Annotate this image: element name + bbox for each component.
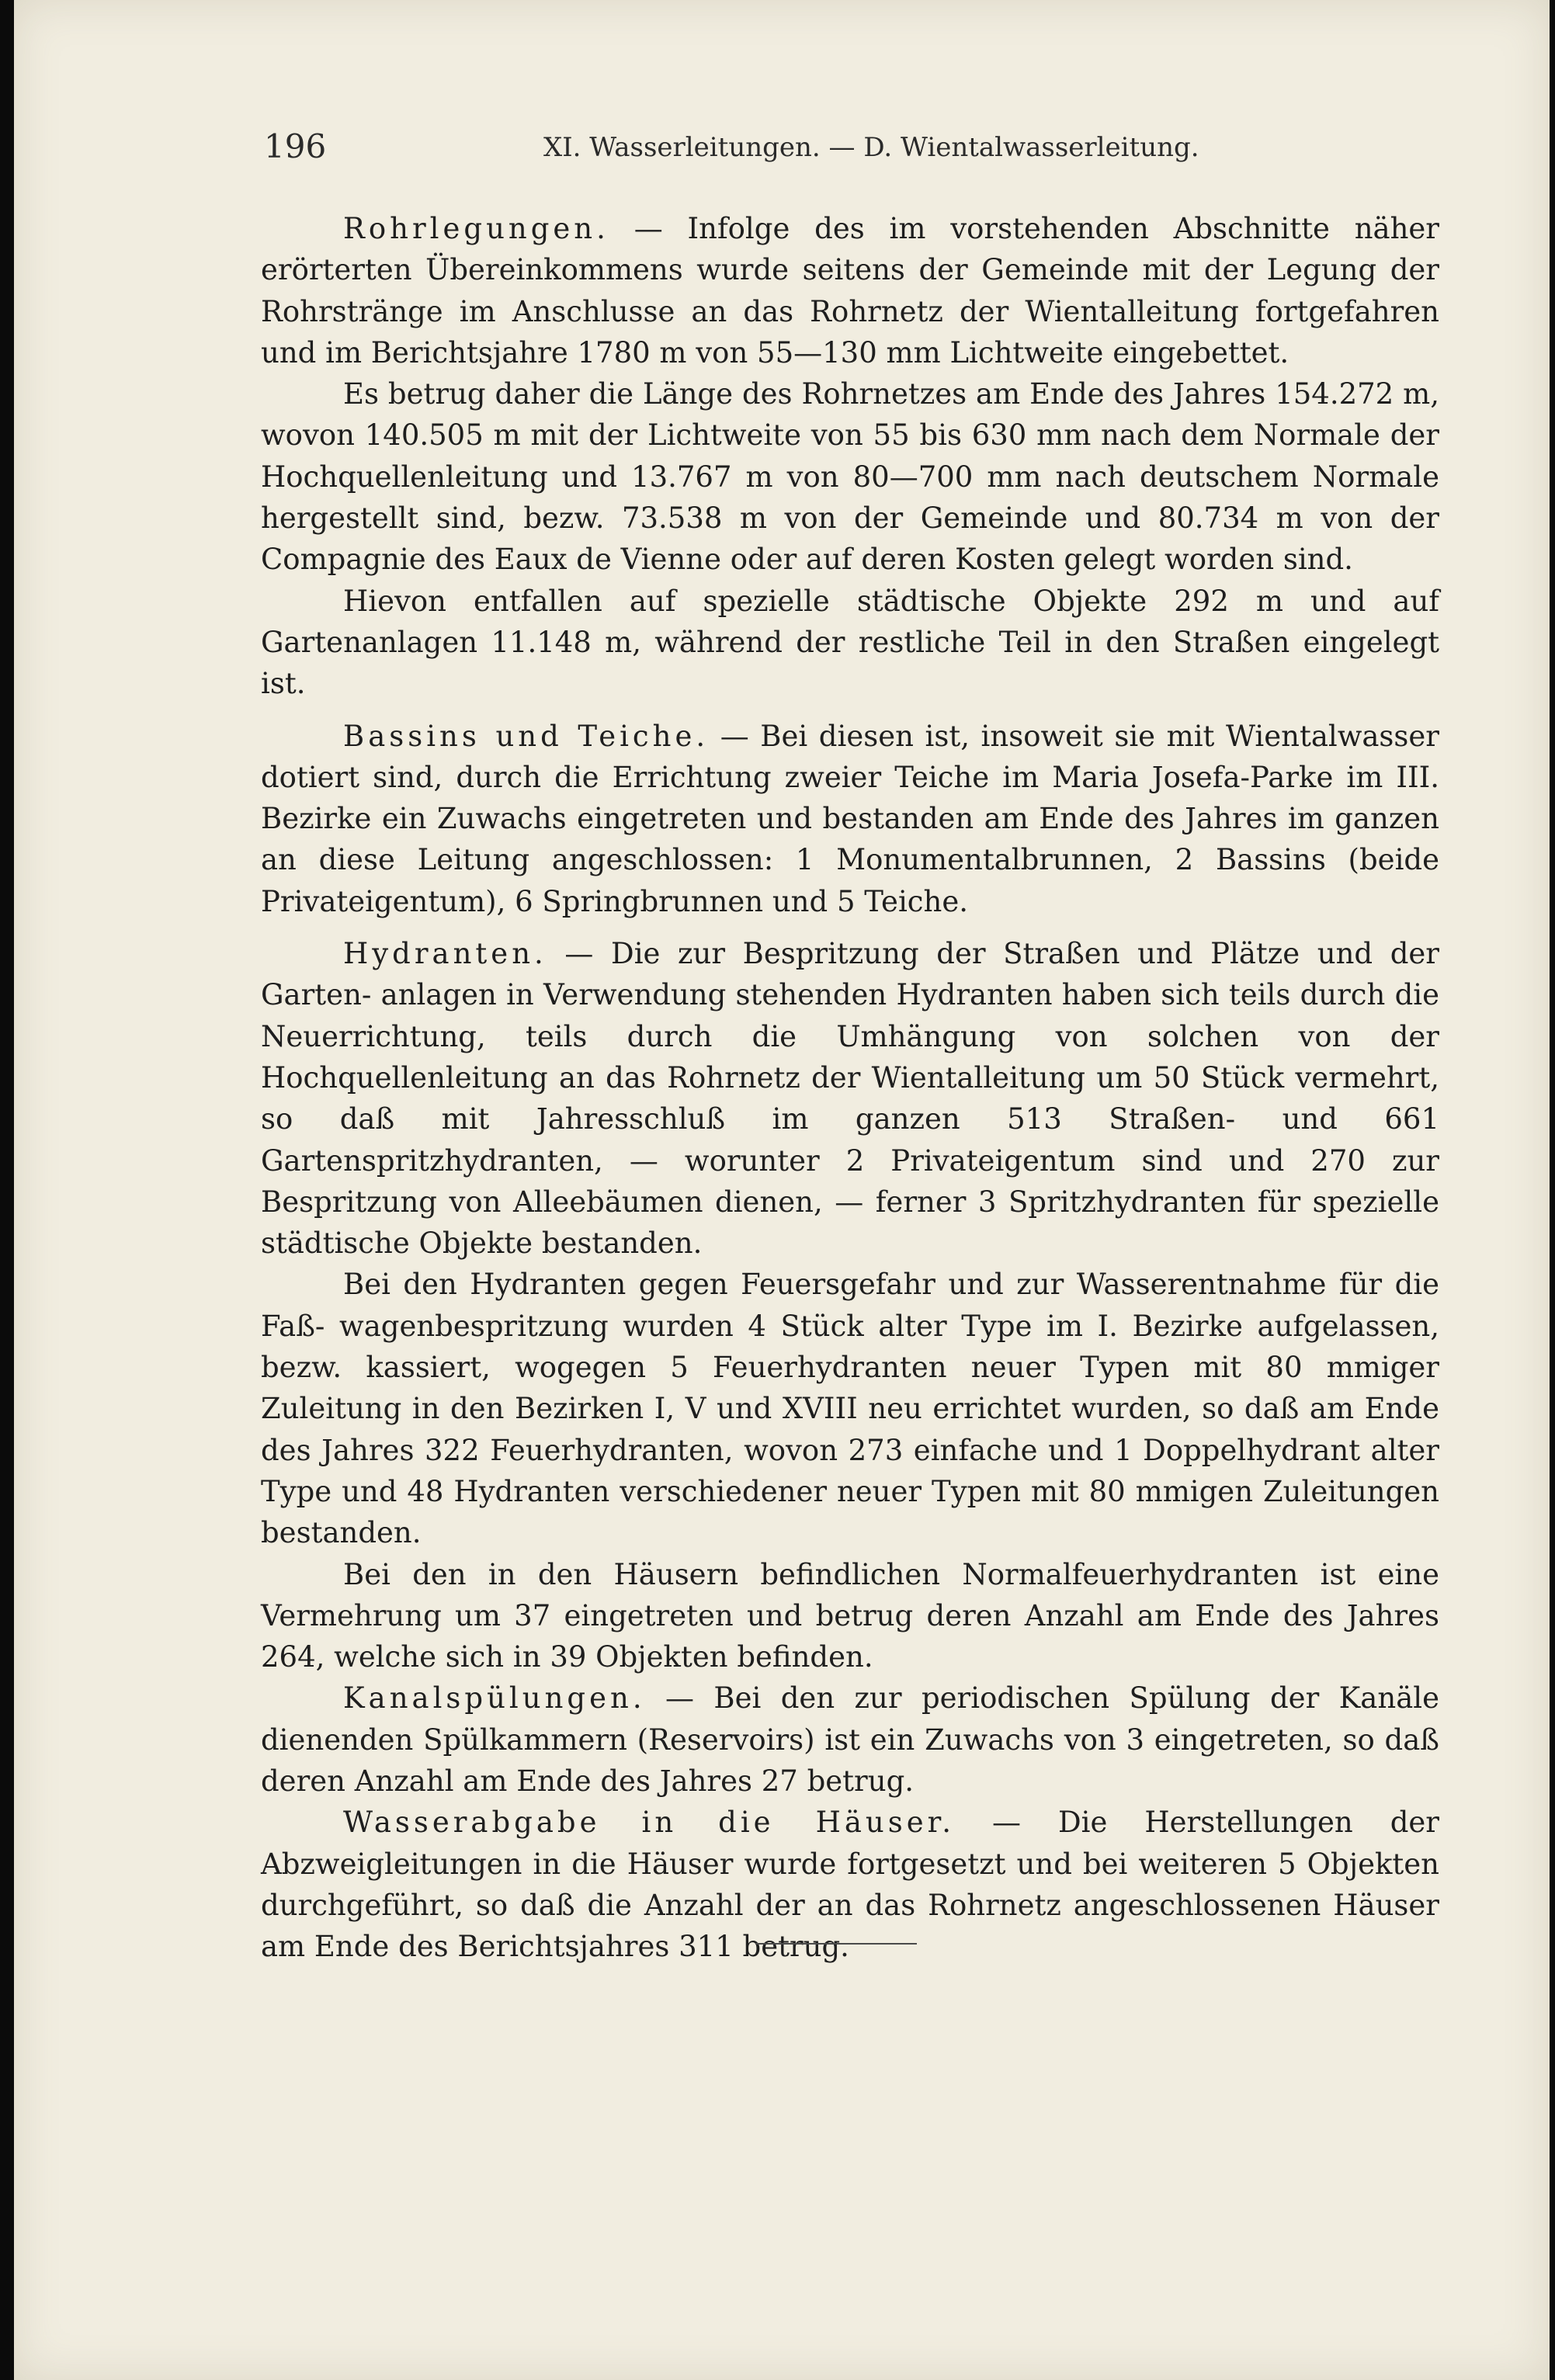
- paragraph-text: Bei den in den Häusern befindlichen Normalfeuerhydranten ist eine Vermehrung um 37 eingetreten und betrug deren Anzahl am Ende des Jahres 264, welche sich in 39 Objekten befinden.: [261, 1557, 1439, 1674]
- section-heading: Hydranten.: [343, 937, 547, 971]
- section-heading: Kanalspülungen.: [343, 1681, 646, 1716]
- paragraph-text: — Die Herstellungen der Abzweigleitungen in die Häuser wurde fortgesetzt und bei weiteren 5 Objekten durchgeführt, so daß die Anzahl der an das Rohrnetz angeschlossenen Häuser am Ende des Berichtsjahres 311 betrug.: [261, 1806, 1439, 1964]
- paragraph-hydranten: [261, 933, 1439, 1264]
- paragraph-text: Hievon entfallen auf spezielle städtische Objekte 292 m und auf Gartenanlagen 11.148 m, während der restliche Teil in den Straßen eingelegt ist.: [261, 584, 1439, 701]
- paragraph-text: — Infolge des im vorstehenden Abschnitte näher erörterten Übereinkommens wurde seitens der Gemeinde mit der Legung der Rohrstränge im Anschlusse an das Rohrnetz der Wientalleitung fortgefahren und im Berichtsjahre 1780 m von 55—130 mm Lichtweite eingebettet.: [261, 212, 1439, 369]
- end-divider: [755, 1943, 917, 1945]
- body-text: [261, 208, 1439, 1967]
- paragraph-rohrlegungen: [261, 208, 1439, 373]
- paragraph-normalfeuerhydranten: [261, 1554, 1439, 1678]
- section-heading: Rohrlegungen.: [343, 212, 609, 245]
- paragraph-text: — Die zur Bespritzung der Straßen und Plätze und der Garten- anlagen in Verwendung stehenden Hydranten haben sich teils durch die Neuerrichtung, teils durch die Umhängung von solchen von der Hochquellenleitung an das Rohrnetz der Wientalleitung um 50 Stück vermehrt, so daß mit Jahresschluß im ganzen 513 Straßen- und 661 Gartenspritzhydranten, — worunter 2 Privateigentum sind und 270 zur Bespritzung von Alleebäumen dienen, — ferner 3 Spritzhydranten für spezielle städtische Objekte bestanden.: [261, 937, 1439, 1261]
- scanned-page: [14, 0, 1550, 2380]
- paragraph-bassins: [261, 716, 1439, 922]
- page-header: [264, 127, 1428, 174]
- paragraph-hievon: [261, 581, 1439, 705]
- section-heading: Bassins und Teiche.: [343, 719, 710, 753]
- paragraph-feuerhydranten: [261, 1264, 1439, 1553]
- paragraph-text: — Bei den zur periodischen Spülung der Kanäle dienenden Spülkammern (Reservoirs) ist ein Zuwachs von 3 eingetreten, so daß deren Anzahl am Ende des Jahres 27 betrug.: [261, 1681, 1439, 1798]
- paragraph-text: Bei den Hydranten gegen Feuersgefahr und zur Wasserentnahme für die Faß- wagenbespritzung wurden 4 Stück alter Type im I. Bezirke aufgelassen, bezw. kassiert, wogegen 5 Feuerhydranten neuer Typen mit 80 mmiger Zuleitung in den Bezirken I, V und XVIII neu errichtet wurden, so daß am Ende des Jahres 322 Feuerhydranten, wovon 273 einfache und 1 Doppelhydrant alter Type und 48 Hydranten verschiedener neuer Typen mit 80 mmigen Zuleitungen bestanden.: [261, 1268, 1439, 1550]
- section-heading: Wasserabgabe in die Häuser.: [343, 1806, 955, 1840]
- paragraph-rohrnetz-laenge: [261, 373, 1439, 580]
- page-number: 196: [264, 127, 327, 165]
- paragraph-text: Es betrug daher die Länge des Rohrnetzes am Ende des Jahres 154.272 m, wovon 140.505 m mit der Lichtweite von 55 bis 630 mm nach dem Normale der Hochquellenleitung und 13.767 m von 80—700 mm nach deutschem Normale hergestellt sind, bezw. 73.538 m von der Gemeinde und 80.734 m von der Compagnie des Eaux de Vienne oder auf deren Kosten gelegt worden sind.: [261, 377, 1439, 577]
- running-title: XI. Wasserleitungen. — D. Wientalwasserleitung.: [543, 132, 1199, 163]
- paragraph-kanalspuelungen: [261, 1677, 1439, 1802]
- paragraph-text: — Bei diesen ist, insoweit sie mit Wientalwasser dotiert sind, durch die Errichtung zweier Teiche im Maria Josefa-Parke im III. Bezirke ein Zuwachs eingetreten und bestanden am Ende des Jahres im ganzen an diese Leitung angeschlossen: 1 Monumentalbrunnen, 2 Bassins (beide Privateigentum), 6 Springbrunnen und 5 Teiche.: [261, 719, 1439, 918]
